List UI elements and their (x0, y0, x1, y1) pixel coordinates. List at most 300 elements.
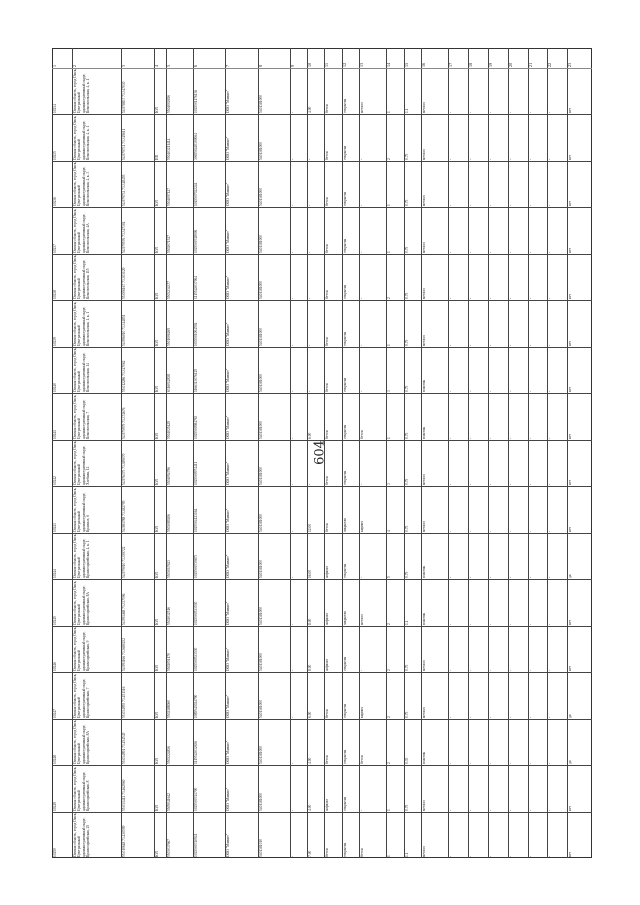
table-cell-inn-text: 5503037667 (166, 839, 171, 857)
table-cell-area (307, 533, 324, 579)
table-cell-area-text: 6.00 (308, 432, 313, 439)
table-cell-inn-text: 5503017623 (166, 560, 171, 579)
table-cell-c9-text: - (290, 251, 295, 253)
table-cell-address (72, 161, 122, 207)
table-cell-c19-text: - (488, 484, 493, 486)
table-cell-area-text: 12.00 (308, 523, 313, 532)
table-cell-area-text: - (308, 484, 313, 486)
table-cell-coords (121, 393, 153, 439)
table-cell-c21 (528, 672, 548, 718)
table-cell-count-text: 1 (387, 855, 392, 857)
table-cell-id-text: 10234 (53, 104, 57, 114)
table-cell-c19-text: - (488, 344, 493, 346)
table-cell-volume-text: 0.75 (404, 804, 409, 811)
table-cell-ogrn (193, 719, 225, 765)
table-cell-area (307, 440, 324, 486)
column-header (258, 48, 290, 68)
table-cell-c23-text: нет (568, 387, 573, 393)
table-cell-area-text: - (308, 251, 313, 253)
table-cell-waste (421, 440, 448, 486)
table-cell-c20 (508, 765, 528, 811)
table-cell-c18-text: - (469, 112, 474, 114)
table-cell-c18 (468, 347, 488, 393)
table-cell-okato-text: 5401381000 (258, 653, 263, 672)
table-cell-kind (342, 765, 359, 811)
table-cell-id (52, 207, 72, 253)
table-cell-owner-text: ООО "Магнит" (226, 229, 231, 253)
table-cell-fence (359, 207, 386, 253)
table-cell-c20 (508, 347, 528, 393)
table-cell-okato (258, 393, 290, 439)
table-cell-okato-text: 5401381000 (258, 560, 263, 579)
table-cell-c9 (290, 626, 307, 672)
table-cell-c22-text: - (548, 205, 553, 207)
table-cell-waste-text: металл (422, 195, 427, 207)
table-cell-c20-text: - (508, 669, 513, 672)
table-cell-type (154, 114, 166, 160)
table-cell-c21-text: - (528, 530, 533, 532)
table-cell-ogrn (193, 486, 225, 532)
table-cell-owner-text: ООО "Магнит" (226, 601, 231, 625)
table-cell-c20 (508, 626, 528, 672)
table-cell-type (154, 161, 166, 207)
table-cell-c17 (448, 765, 468, 811)
table-cell-c9-text: - (290, 391, 295, 393)
column-header (324, 48, 341, 68)
table-cell-c9 (290, 719, 307, 765)
table-cell-okato-text: 5401381000 (258, 467, 263, 486)
table-cell-count (386, 533, 403, 579)
table-cell-volume (404, 719, 421, 765)
table-cell-id (52, 719, 72, 765)
table-cell-c20 (508, 486, 528, 532)
table-cell-ogrn (193, 672, 225, 718)
table-cell-owner-text: ООО "Магнит" (226, 183, 231, 207)
table-cell-c18 (468, 68, 488, 114)
table-cell-coords (121, 672, 153, 718)
table-cell-inn-text: 5503089206 (166, 513, 171, 532)
table-cell-area (307, 393, 324, 439)
table-cell-c20-text: - (508, 762, 513, 765)
table-cell-area-text: 16.00 (308, 570, 313, 579)
table-cell-volume (404, 765, 421, 811)
column-header-text: 22 (547, 62, 553, 67)
table-cell-area (307, 812, 324, 858)
table-cell-okato-text: 5401381000 (258, 606, 263, 625)
table-cell-owner-text: ООО "Магнит" (226, 787, 231, 811)
table-cell-cover-text: бетон (325, 151, 330, 160)
table-cell-inn-text: 5504094796 (166, 467, 171, 486)
table-cell-volume-text: 0.75 (404, 711, 409, 718)
table-cell-volume-text: 0.75 (404, 571, 409, 579)
table-cell-okato (258, 440, 290, 486)
table-cell-id-text: 10245 (53, 615, 57, 625)
table-cell-count-text: 1 (387, 111, 392, 114)
table-cell-owner-text: ООО "Магнит" (226, 322, 231, 346)
table-cell-inn-text: 5501006269 (166, 327, 171, 346)
table-cell-c17 (448, 486, 468, 532)
table-cell-c17-text: - (449, 669, 454, 672)
table-cell-c9 (290, 347, 307, 393)
table-cell-inn (166, 254, 193, 300)
table-cell-owner-text: ООО "Магнит" (226, 461, 231, 486)
table-cell-ogrn (193, 812, 225, 858)
table-cell-volume (404, 161, 421, 207)
table-cell-c22-text: - (548, 484, 553, 486)
table-cell-area (307, 68, 324, 114)
column-header (72, 48, 122, 68)
table-cell-waste (421, 68, 448, 114)
table-cell-count-text: 1 (387, 251, 392, 253)
table-cell-fence-text: бетон (360, 848, 365, 857)
table-cell-address-text: Омская область, город Омск, Центральный административный округ, Красноармейская, 8А (72, 719, 91, 765)
table-cell-ogrn (193, 626, 225, 672)
table-cell-c20-text: - (508, 205, 513, 207)
table-cell-id (52, 300, 72, 346)
table-cell-kind (342, 300, 359, 346)
table-cell-cover-text: бетон (325, 848, 330, 857)
table-cell-cover-text: асфальт (325, 612, 330, 625)
column-header-text: 1 (52, 64, 57, 67)
table-cell-c23-text: нет (568, 805, 573, 811)
table-cell-inn (166, 68, 193, 114)
table-cell-cover-text: бетон (325, 523, 330, 532)
table-cell-owner (225, 719, 257, 765)
table-cell-type-text: ЮЛ (154, 711, 159, 718)
table-cell-type-text: ЮЛ (154, 386, 159, 393)
table-cell-type-text: ЮЛ (154, 432, 159, 439)
column-header-text: 7 (225, 64, 231, 67)
table-cell-waste (421, 161, 448, 207)
table-cell-c23-text: нет (568, 201, 573, 207)
table-cell-count-text: 2 (387, 158, 392, 160)
table-cell-c17 (448, 579, 468, 625)
table-cell-c17 (448, 68, 468, 114)
table-cell-okato (258, 626, 290, 672)
table-cell-c19-text: - (488, 391, 493, 393)
table-cell-owner-text: ООО "Магнит" (226, 694, 231, 718)
table-cell-waste-text: пластик (422, 751, 427, 765)
table-cell-area-text: 6.00 (308, 711, 313, 718)
table-cell-address-text: Омская область, город Омск, Центральный административный округ, Комсомольская, 4, к. 3 (72, 162, 91, 207)
table-cell-coords-text: 55.010648 73.430599 (122, 825, 127, 857)
table-cell-area-text: - (308, 391, 313, 393)
table-cell-c20-text: - (508, 716, 513, 718)
table-cell-okato (258, 114, 290, 160)
table-cell-volume-text: 0.35 (404, 757, 409, 765)
table-cell-c21 (528, 68, 548, 114)
table-cell-c21-text: - (528, 809, 533, 811)
table-cell-c19-text: - (488, 205, 493, 207)
table-cell-c18 (468, 161, 488, 207)
column-header-text: 20 (507, 62, 513, 67)
table-cell-okato-text: 5401381000 (258, 327, 263, 346)
table-cell-c23 (567, 579, 592, 625)
table-cell-c19-text: - (488, 576, 493, 579)
table-cell-count-text: 2 (387, 715, 392, 718)
table-cell-coords (121, 207, 153, 253)
table-cell-count (386, 626, 403, 672)
column-header-text: 6 (193, 64, 199, 67)
table-cell-c20 (508, 114, 528, 160)
table-cell-volume-text: 0.75 (404, 293, 409, 300)
table-cell-ogrn (193, 68, 225, 114)
table-cell-c22-text: - (548, 437, 553, 439)
table-cell-c20-text: - (508, 298, 513, 300)
table-cell-inn-text: 6316012838 (166, 374, 171, 393)
table-cell-waste-text: металл (422, 335, 427, 346)
table-cell-address (72, 440, 122, 486)
table-cell-c19-text: - (488, 855, 493, 857)
table-cell-c19 (488, 533, 508, 579)
table-cell-c21 (528, 207, 548, 253)
table-cell-owner (225, 626, 257, 672)
table-cell-c9-text: - (290, 762, 295, 765)
table-cell-c18 (468, 486, 488, 532)
table-cell-c21-text: - (528, 623, 533, 625)
table-cell-waste (421, 812, 448, 858)
table-cell-c17 (448, 812, 468, 858)
table-cell-ogrn-text: 1025500739873 (194, 554, 199, 579)
table-cell-c21 (528, 114, 548, 160)
table-cell-okato (258, 300, 290, 346)
table-cell-inn (166, 207, 193, 253)
column-header (547, 48, 567, 68)
table-cell-c22-text: - (548, 344, 553, 346)
table-cell-c9-text: - (290, 623, 295, 625)
table-cell-fence (359, 812, 386, 858)
table-cell-c18-text: - (469, 669, 474, 672)
table-cell-fence-text: бетон (360, 430, 365, 439)
table-cell-c21-text: - (528, 576, 533, 579)
column-header-text: 16 (421, 62, 427, 67)
table-cell-count-text: 4 (387, 529, 392, 532)
table-cell-c20 (508, 440, 528, 486)
table-cell-okato-text: 5401381000 (258, 746, 263, 765)
table-cell-fence-text: - (360, 484, 365, 486)
table-cell-c23-text: нет (568, 433, 573, 439)
table-cell-area (307, 254, 324, 300)
table-cell-ogrn (193, 300, 225, 346)
table-cell-id-text: 10250 (53, 848, 57, 857)
table-cell-count (386, 579, 403, 625)
table-cell-type (154, 672, 166, 718)
table-cell-c21-text: - (528, 112, 533, 114)
table-cell-c21-text: - (528, 716, 533, 718)
column-header (307, 48, 324, 68)
table-cell-ogrn-text: 1025504123164 (194, 508, 199, 532)
table-cell-c18 (468, 533, 488, 579)
table-cell-volume-text: 0.75 (404, 432, 409, 439)
table-cell-c9-text: - (290, 716, 295, 718)
table-cell-c20-text: - (508, 855, 513, 857)
table-cell-volume-text: 1.1 (404, 620, 409, 625)
table-cell-waste-text: металл (422, 474, 427, 486)
table-cell-cover (324, 579, 341, 625)
table-cell-volume (404, 672, 421, 718)
table-cell-coords-text: 54.991468 73.337596 (122, 593, 127, 625)
table-cell-coords (121, 68, 153, 114)
table-cell-c22 (547, 440, 567, 486)
table-cell-cover-text: бетон (325, 104, 330, 114)
table-cell-c17-text: - (449, 809, 454, 811)
table-cell-kind-text: открытая (342, 564, 347, 579)
column-header (154, 48, 166, 68)
table-cell-okato-text: 5401381000 (258, 188, 263, 207)
table-cell-c23 (567, 254, 592, 300)
table-cell-ogrn-text: 1025500740941 (194, 833, 199, 857)
table-cell-inn (166, 626, 193, 672)
table-cell-address-text: Омская область, город Омск, Центральный административный округ, Комсомольская, 115 (72, 255, 91, 300)
table-cell-okato-text: 5401381000 (258, 141, 263, 160)
table-cell-ogrn (193, 393, 225, 439)
table-cell-count (386, 207, 403, 253)
table-cell-inn (166, 161, 193, 207)
table-cell-c9-text: - (290, 344, 295, 346)
table-cell-volume (404, 300, 421, 346)
table-cell-c23-text: нет (568, 154, 573, 160)
table-cell-waste-text: пластик (422, 426, 427, 439)
table-cell-kind-text: закрытая (342, 610, 347, 625)
table-cell-id-text: 10247 (53, 708, 57, 718)
table-cell-kind-text: открытая (342, 471, 347, 486)
table-cell-c21-text: - (528, 391, 533, 393)
table-cell-c9 (290, 812, 307, 858)
table-cell-owner (225, 114, 257, 160)
table-cell-inn (166, 812, 193, 858)
table-cell-ogrn-text: 1025500741700 (194, 787, 199, 811)
table-cell-fence (359, 393, 386, 439)
table-cell-id-text: 10237 (53, 243, 57, 253)
table-cell-okato-text: 5401381000 (258, 95, 263, 114)
table-cell-fence (359, 672, 386, 718)
table-cell-kind-text: открытая (342, 238, 347, 253)
table-cell-c23-text: нет (568, 851, 573, 857)
table-cell-volume-text: 0.75 (404, 246, 409, 253)
table-cell-fence-text: бетон (360, 755, 365, 765)
table-cell-c22 (547, 765, 567, 811)
table-cell-c21-text: - (528, 298, 533, 300)
table-cell-ogrn (193, 161, 225, 207)
table-cell-type (154, 440, 166, 486)
table-cell-area-text: 7.00 (308, 850, 313, 857)
table-cell-c19 (488, 765, 508, 811)
table-cell-inn-text: 5502051170 (166, 653, 171, 672)
table-cell-waste (421, 300, 448, 346)
table-cell-area-text: 8.00 (308, 618, 313, 625)
table-cell-c23 (567, 347, 592, 393)
table-cell-inn (166, 440, 193, 486)
table-cell-okato (258, 254, 290, 300)
table-cell-waste (421, 579, 448, 625)
table-cell-c9-text: - (290, 855, 295, 857)
table-cell-cover (324, 486, 341, 532)
table-cell-id (52, 347, 72, 393)
table-cell-c20 (508, 533, 528, 579)
table-cell-owner (225, 765, 257, 811)
table-cell-id (52, 440, 72, 486)
column-header-text: 8 (257, 64, 263, 67)
table-cell-c23 (567, 486, 592, 532)
table-cell-c19-text: - (488, 298, 493, 300)
table-cell-waste-text: металл (422, 660, 427, 672)
table-cell-c17 (448, 533, 468, 579)
table-cell-address-text: Омская область, город Омск, Центральный административный округ, Комсомольская, 4, к. 1 (72, 115, 91, 160)
table-cell-c18 (468, 440, 488, 486)
table-cell-c21 (528, 626, 548, 672)
table-cell-c21 (528, 393, 548, 439)
table-cell-ogrn-text: 1025500974411 (194, 461, 199, 486)
table-cell-count (386, 486, 403, 532)
table-cell-c20-text: - (508, 344, 513, 346)
column-header-text: 14 (386, 62, 392, 67)
table-cell-c18-text: - (469, 298, 474, 300)
table-cell-inn-text: 5502071527 (166, 234, 171, 253)
table-cell-area-text: - (308, 298, 313, 300)
table-cell-area (307, 719, 324, 765)
table-cell-type (154, 207, 166, 253)
table-cell-cover-text: асфальт (325, 659, 330, 672)
table-cell-coords (121, 254, 153, 300)
table-cell-id (52, 672, 72, 718)
table-cell-okato (258, 533, 290, 579)
table-cell-type-text: ЮЛ (154, 107, 159, 114)
table-cell-okato (258, 486, 290, 532)
column-header-text: 21 (527, 62, 533, 67)
table-cell-area-text: - (308, 158, 313, 160)
table-cell-c19-text: - (488, 437, 493, 439)
table-cell-coords-text: 55.012286 73.347062 (122, 360, 127, 393)
table-cell-address (72, 626, 122, 672)
table-cell-type-text: ИП (154, 154, 159, 160)
table-cell-c19-text: - (488, 809, 493, 811)
table-cell-owner-text: ООО "Магнит" (226, 554, 231, 579)
table-cell-c9 (290, 207, 307, 253)
table-cell-area-text: 4.00 (308, 804, 313, 811)
table-cell-okato (258, 68, 290, 114)
table-cell-count-text: 2 (387, 297, 392, 300)
table-cell-c18-text: - (469, 158, 474, 160)
table-cell-type (154, 533, 166, 579)
table-cell-address (72, 533, 122, 579)
table-cell-okato-text: 5401381000 (258, 513, 263, 532)
table-cell-owner-text: ООО "Магнит" (226, 740, 231, 765)
table-cell-c9-text: - (290, 112, 295, 114)
table-cell-c17-text: - (449, 576, 454, 579)
table-cell-c18-text: - (469, 205, 474, 207)
table-cell-kind-text: открытая (342, 796, 347, 811)
table-cell-c23 (567, 719, 592, 765)
table-cell-count-text: 1 (387, 204, 392, 207)
table-cell-waste-text: металл (422, 288, 427, 300)
table-cell-coords-text: 54.979731 73.349611 (122, 128, 127, 160)
table-cell-address (72, 719, 122, 765)
table-cell-c22 (547, 719, 567, 765)
table-cell-c18-text: - (469, 391, 474, 393)
table-cell-inn (166, 719, 193, 765)
table-cell-area (307, 207, 324, 253)
table-cell-c21-text: - (528, 251, 533, 253)
table-cell-count-text: 2 (387, 622, 392, 625)
table-cell-owner-text: ООО "Магнит" (226, 276, 231, 300)
table-cell-volume (404, 207, 421, 253)
table-cell-coords (121, 626, 153, 672)
table-cell-cover (324, 812, 341, 858)
table-cell-c18 (468, 812, 488, 858)
table-cell-count-text: 1 (387, 344, 392, 346)
column-header-text: 4 (153, 64, 159, 67)
table-cell-c20 (508, 254, 528, 300)
